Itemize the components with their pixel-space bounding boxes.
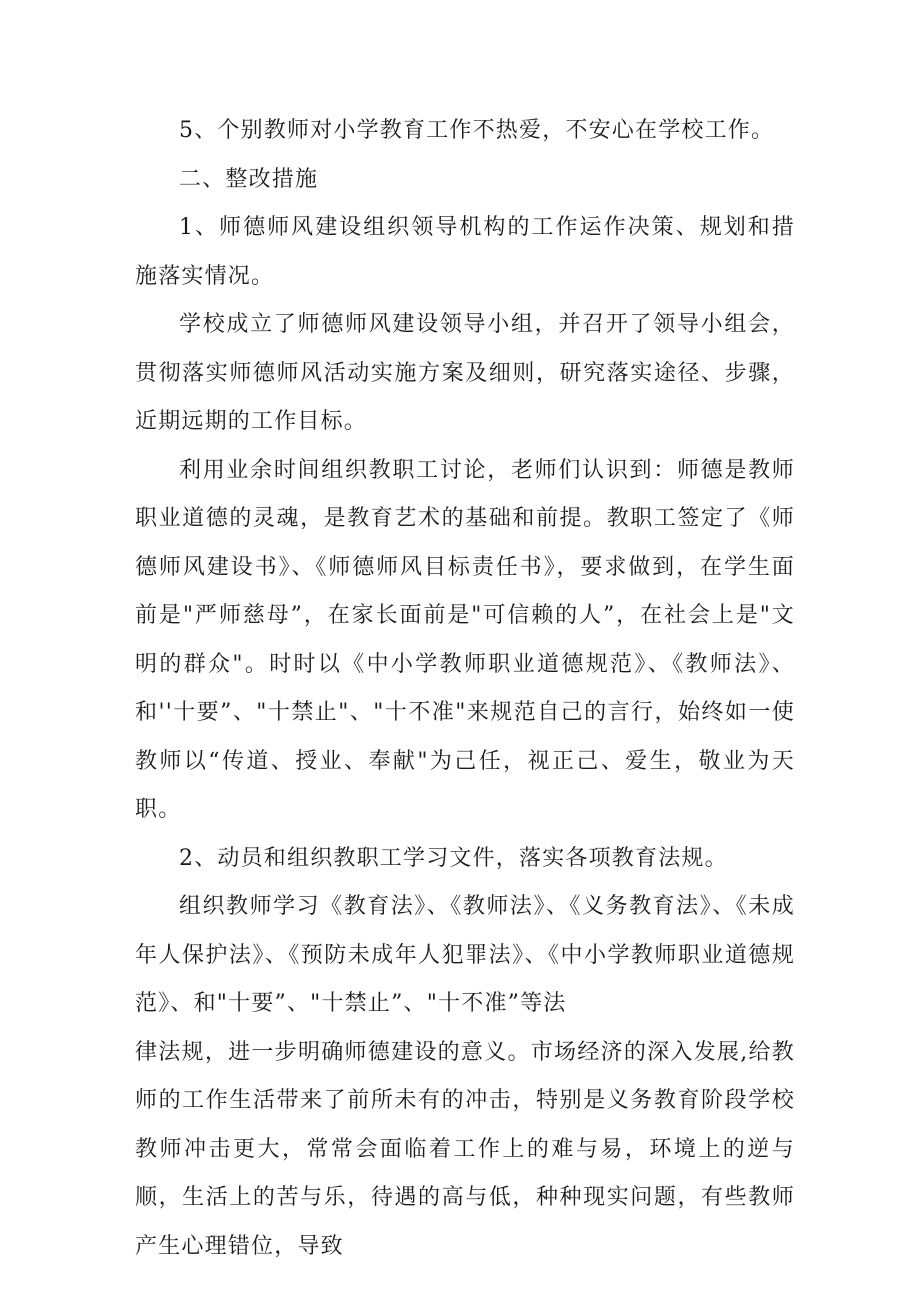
document-body: [135, 107, 795, 1271]
paragraph-study-laws: 组织教师学习《教育法》、《教师法》、《义务教育法》、《未成年人保护法》、《预防未成年人犯罪法》、《中小学教师职业道德规范》、和"十要”、"十禁止”、"十不准”等法: [135, 894, 795, 1016]
paragraph-leadership-group: 学校成立了师德师风建设领导小组，并召开了领导小组会，贯彻落实师德师风活动实施方案及细则，研究落实途径、步骤，近期远期的工作目标。: [135, 312, 795, 434]
paragraph-item-5: 5、个别教师对小学教育工作不热爱，不安心在学校工作。: [179, 118, 775, 143]
paragraph-item-1: 1、师德师风建设组织领导机构的工作运作决策、规划和措施落实情况。: [135, 215, 795, 289]
paragraph-staff-discussion: 利用业余时间组织教职工讨论，老师们认识到：师德是教师职业道德的灵魂，是教育艺术的基础和前提。教职工签定了《师德师风建设书》、《师德师风目标责任书》，要求做到，在学生面前是"严师慈母”，在家长面前是"可信赖的人”，在社会上是"文明的群众"。时时以《中小学教师职业道德规范》、《教师法》、和''十要”、"十禁止"、"十不准"来规范自己的言行，始终如一使教师以“传道、授业、奉献"为己任，视正己、爱生，敬业为天职。: [135, 457, 795, 822]
section-heading-measures: 二、整改措施: [179, 166, 319, 192]
paragraph-item-2: 2、动员和组织教职工学习文件，落实各项教育法规。: [179, 845, 728, 871]
paragraph-market-economy: 律法规，进一步明确师德建设的意义。市场经济的深入发展,给教师的工作生活带来了前所未有的冲击，特别是义务教育阶段学校教师冲击更大，常常会面临着工作上的难与易，环境上的逆与顺，生活上的苦与乐，待遇的高与低，种种现实问题，有些教师产生心理错位，导致: [135, 1039, 795, 1259]
